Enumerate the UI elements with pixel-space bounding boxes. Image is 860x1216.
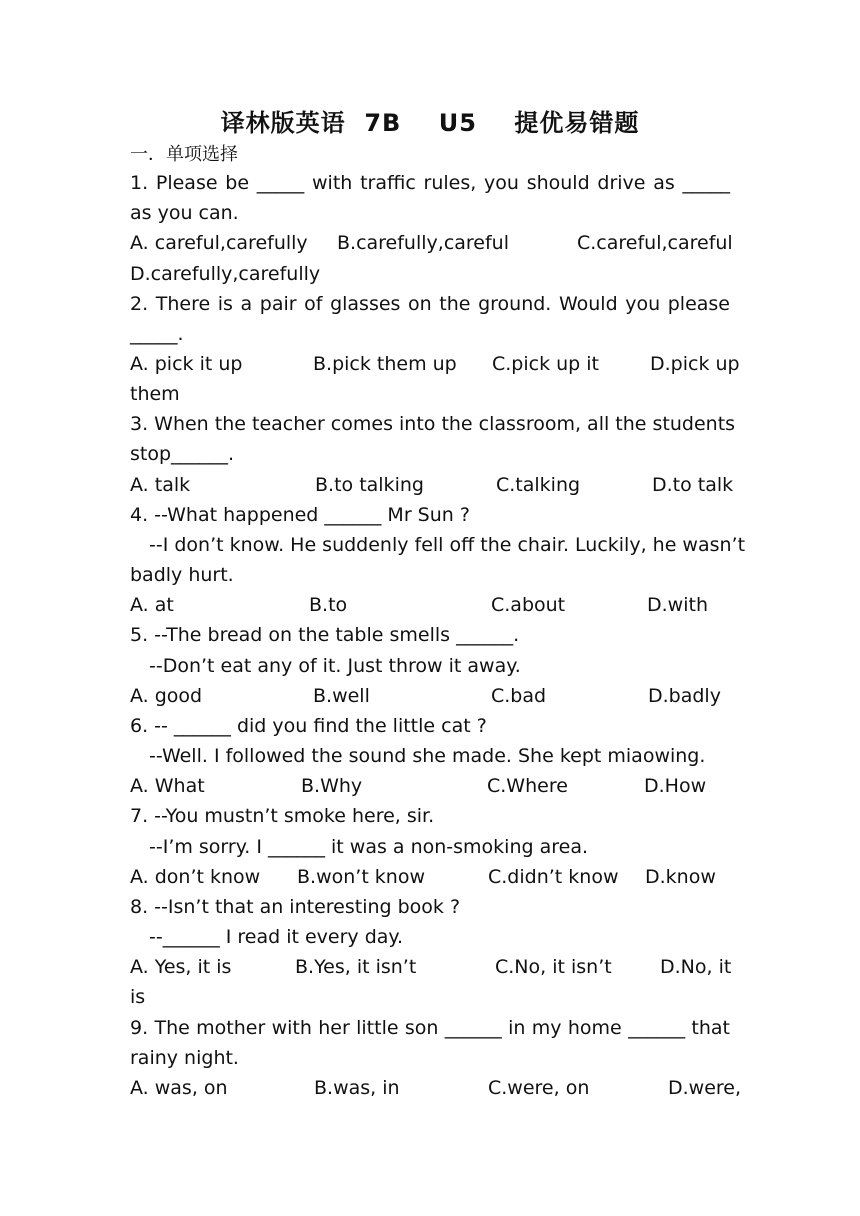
question-8-option-d: D.No, it (660, 956, 732, 978)
question-1-option-b: B.carefully,careful (337, 232, 510, 254)
question-6-dialogue: --Well. I followed the sound she made. She kept miaowing. (149, 745, 706, 767)
question-3-text-cont: stop______. (130, 443, 235, 465)
question-7-dialogue: --I’m sorry. I ______ it was a non-smoking area. (149, 836, 589, 858)
question-5-dialogue: --Don’t eat any of it. Just throw it away. (149, 655, 521, 677)
question-1-text-cont: as you can. (130, 202, 239, 224)
question-2-text: 2. There is a pair of glasses on the ground. Would you please (130, 293, 730, 315)
question-2-text-cont: _____. (130, 323, 184, 345)
page-title: 译林版英语 7B U5 提优易错题 (220, 109, 640, 137)
question-2-option-d-cont: them (130, 383, 180, 405)
question-9-text: 9. The mother with her little son ______ in my home ______ that (130, 1017, 730, 1039)
question-9-option-b: B.was, in (314, 1077, 400, 1099)
question-3-text: 3. When the teacher comes into the classroom, all the students (130, 413, 736, 435)
question-9-text-cont: rainy night. (130, 1047, 239, 1069)
question-3-option-c: C.talking (496, 474, 581, 496)
question-1-text: 1. Please be _____ with traffic rules, you should drive as _____ (130, 172, 730, 194)
question-8-option-d-cont: is (130, 986, 146, 1008)
question-7-option-d: D.know (645, 866, 716, 888)
question-1-option-c: C.careful,careful (577, 232, 733, 254)
question-7-option-b: B.won’t know (297, 866, 426, 888)
question-1-option-d: D.carefully,carefully (130, 263, 321, 285)
question-7-text: 7. --You mustn’t smoke here, sir. (130, 805, 435, 827)
question-8-option-b: B.Yes, it isn’t (295, 956, 417, 978)
question-4-option-d: D.with (647, 594, 708, 616)
section-heading: 一．单项选择 (130, 144, 238, 165)
question-6-text: 6. -- ______ did you find the little cat ? (130, 715, 487, 737)
question-8-text: 8. --Isn’t that an interesting book ? (130, 896, 461, 918)
question-3-option-b: B.to talking (315, 474, 424, 496)
question-6-option-b: B.Why (301, 775, 363, 797)
question-5-option-d: D.badly (648, 685, 721, 707)
question-7-option-c: C.didn’t know (488, 866, 619, 888)
question-4-text: 4. --What happened ______ Mr Sun ? (130, 504, 470, 526)
question-2-option-b: B.pick them up (313, 353, 457, 375)
question-4-option-a: A. at (130, 594, 174, 616)
question-8-option-a: A. Yes, it is (130, 956, 232, 978)
question-4-dialogue-cont: badly hurt. (130, 564, 234, 586)
question-5-option-a: A. good (130, 685, 203, 707)
question-6-option-a: A. What (130, 775, 205, 797)
question-3-option-a: A. talk (130, 474, 191, 496)
question-9-option-c: C.were, on (488, 1077, 590, 1099)
question-6-option-d: D.How (644, 775, 707, 797)
question-1-option-a: A. careful,carefully (130, 232, 308, 254)
question-3-option-d: D.to talk (652, 474, 734, 496)
question-4-option-c: C.about (491, 594, 566, 616)
question-4-dialogue: --I don’t know. He suddenly fell off the chair. Luckily, he wasn’t (149, 534, 746, 556)
question-9-option-d: D.were, (668, 1077, 742, 1099)
question-5-text: 5. --The bread on the table smells ______. (130, 624, 520, 646)
question-2-option-c: C.pick up it (492, 353, 600, 375)
question-6-option-c: C.Where (487, 775, 568, 797)
question-8-option-c: C.No, it isn’t (495, 956, 612, 978)
question-8-dialogue: --______ I read it every day. (149, 926, 403, 948)
question-9-option-a: A. was, on (130, 1077, 228, 1099)
question-2-option-d: D.pick up (650, 353, 740, 375)
question-7-option-a: A. don’t know (130, 866, 261, 888)
question-4-option-b: B.to (309, 594, 348, 616)
question-2-option-a: A. pick it up (130, 353, 243, 375)
question-5-option-c: C.bad (491, 685, 547, 707)
question-5-option-b: B.well (313, 685, 370, 707)
